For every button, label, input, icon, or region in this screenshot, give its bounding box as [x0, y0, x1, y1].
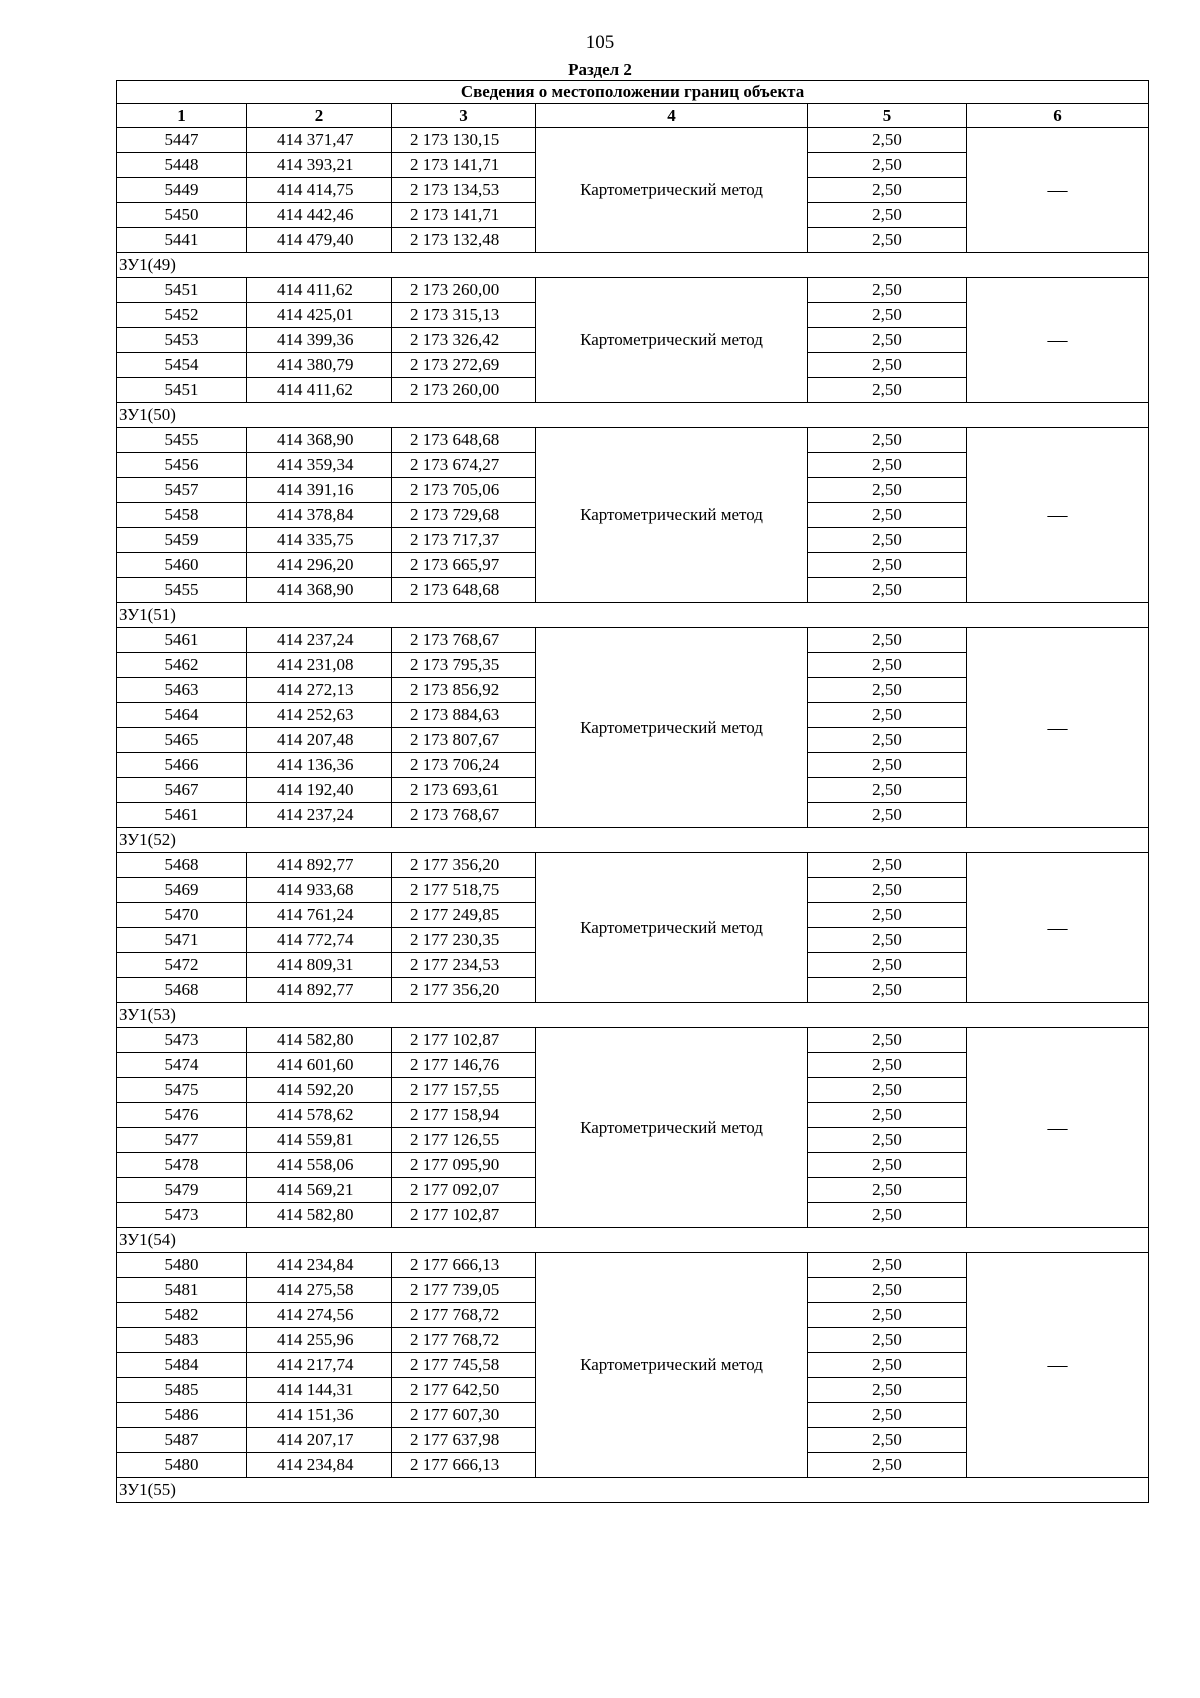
description-cell: — [967, 278, 1149, 403]
y-coordinate-cell: 2 177 768,72 [392, 1303, 536, 1328]
point-number-cell: 5483 [117, 1328, 247, 1353]
point-number-cell: 5458 [117, 503, 247, 528]
point-number-cell: 5478 [117, 1153, 247, 1178]
description-cell: — [967, 628, 1149, 828]
method-cell: Картометрический метод [536, 278, 808, 403]
x-coordinate-cell: 414 393,21 [247, 153, 392, 178]
x-coordinate-cell: 414 335,75 [247, 528, 392, 553]
x-coordinate-cell: 414 359,34 [247, 453, 392, 478]
table-row [117, 278, 1149, 303]
point-number-cell: 5476 [117, 1103, 247, 1128]
y-coordinate-cell: 2 177 095,90 [392, 1153, 536, 1178]
point-number-cell: 5468 [117, 978, 247, 1003]
x-coordinate-cell: 414 399,36 [247, 328, 392, 353]
point-number-cell: 5451 [117, 378, 247, 403]
point-number-cell: 5473 [117, 1203, 247, 1228]
object-label: ЗУ1(55) [117, 1478, 1149, 1503]
column-header: 5 [808, 104, 967, 128]
point-number-cell: 5455 [117, 428, 247, 453]
point-number-cell: 5480 [117, 1253, 247, 1278]
point-number-cell: 5453 [117, 328, 247, 353]
table-row [117, 428, 1149, 453]
point-number-cell: 5450 [117, 203, 247, 228]
description-cell: — [967, 428, 1149, 603]
accuracy-cell: 2,50 [808, 453, 967, 478]
accuracy-cell: 2,50 [808, 1128, 967, 1153]
x-coordinate-cell: 414 136,36 [247, 753, 392, 778]
accuracy-cell: 2,50 [808, 478, 967, 503]
x-coordinate-cell: 414 371,47 [247, 128, 392, 153]
point-number-cell: 5441 [117, 228, 247, 253]
description-cell: — [967, 1253, 1149, 1478]
y-coordinate-cell: 2 173 693,61 [392, 778, 536, 803]
x-coordinate-cell: 414 237,24 [247, 628, 392, 653]
page-number: 105 [585, 32, 615, 53]
accuracy-cell: 2,50 [808, 1253, 967, 1278]
x-coordinate-cell: 414 151,36 [247, 1403, 392, 1428]
point-number-cell: 5477 [117, 1128, 247, 1153]
x-coordinate-cell: 414 414,75 [247, 178, 392, 203]
point-number-cell: 5463 [117, 678, 247, 703]
y-coordinate-cell: 2 173 768,67 [392, 803, 536, 828]
description-cell: — [967, 128, 1149, 253]
point-number-cell: 5472 [117, 953, 247, 978]
object-label-row [117, 603, 1149, 628]
x-coordinate-cell: 414 231,08 [247, 653, 392, 678]
x-coordinate-cell: 414 892,77 [247, 978, 392, 1003]
accuracy-cell: 2,50 [808, 1453, 967, 1478]
table-row [117, 628, 1149, 653]
point-number-cell: 5484 [117, 1353, 247, 1378]
y-coordinate-cell: 2 177 666,13 [392, 1253, 536, 1278]
x-coordinate-cell: 414 391,16 [247, 478, 392, 503]
point-number-cell: 5457 [117, 478, 247, 503]
point-number-cell: 5479 [117, 1178, 247, 1203]
x-coordinate-cell: 414 237,24 [247, 803, 392, 828]
accuracy-cell: 2,50 [808, 328, 967, 353]
y-coordinate-cell: 2 177 102,87 [392, 1203, 536, 1228]
x-coordinate-cell: 414 272,13 [247, 678, 392, 703]
y-coordinate-cell: 2 173 326,42 [392, 328, 536, 353]
method-cell: Картометрический метод [536, 1253, 808, 1478]
point-number-cell: 5455 [117, 578, 247, 603]
point-number-cell: 5467 [117, 778, 247, 803]
method-cell: Картометрический метод [536, 428, 808, 603]
accuracy-cell: 2,50 [808, 1103, 967, 1128]
x-coordinate-cell: 414 275,58 [247, 1278, 392, 1303]
accuracy-cell: 2,50 [808, 753, 967, 778]
x-coordinate-cell: 414 809,31 [247, 953, 392, 978]
x-coordinate-cell: 414 380,79 [247, 353, 392, 378]
object-label-row [117, 828, 1149, 853]
point-number-cell: 5451 [117, 278, 247, 303]
point-number-cell: 5454 [117, 353, 247, 378]
y-coordinate-cell: 2 173 729,68 [392, 503, 536, 528]
accuracy-cell: 2,50 [808, 378, 967, 403]
point-number-cell: 5474 [117, 1053, 247, 1078]
x-coordinate-cell: 414 144,31 [247, 1378, 392, 1403]
x-coordinate-cell: 414 411,62 [247, 278, 392, 303]
x-coordinate-cell: 414 274,56 [247, 1303, 392, 1328]
object-label-row [117, 1478, 1149, 1503]
x-coordinate-cell: 414 207,48 [247, 728, 392, 753]
y-coordinate-cell: 2 177 642,50 [392, 1378, 536, 1403]
y-coordinate-cell: 2 177 739,05 [392, 1278, 536, 1303]
table-caption: Сведения о местоположении границ объекта [117, 81, 1149, 104]
object-label: ЗУ1(52) [117, 828, 1149, 853]
x-coordinate-cell: 414 569,21 [247, 1178, 392, 1203]
point-number-cell: 5462 [117, 653, 247, 678]
description-cell: — [967, 1028, 1149, 1228]
point-number-cell: 5475 [117, 1078, 247, 1103]
point-number-cell: 5473 [117, 1028, 247, 1053]
object-label-row [117, 403, 1149, 428]
accuracy-cell: 2,50 [808, 1178, 967, 1203]
accuracy-cell: 2,50 [808, 1153, 967, 1178]
table-caption-row [117, 81, 1149, 104]
method-cell: Картометрический метод [536, 628, 808, 828]
x-coordinate-cell: 414 558,06 [247, 1153, 392, 1178]
object-label: ЗУ1(54) [117, 1228, 1149, 1253]
accuracy-cell: 2,50 [808, 978, 967, 1003]
accuracy-cell: 2,50 [808, 428, 967, 453]
x-coordinate-cell: 414 252,63 [247, 703, 392, 728]
accuracy-cell: 2,50 [808, 628, 967, 653]
y-coordinate-cell: 2 177 518,75 [392, 878, 536, 903]
point-number-cell: 5461 [117, 803, 247, 828]
point-number-cell: 5485 [117, 1378, 247, 1403]
x-coordinate-cell: 414 368,90 [247, 578, 392, 603]
x-coordinate-cell: 414 217,74 [247, 1353, 392, 1378]
y-coordinate-cell: 2 173 665,97 [392, 553, 536, 578]
point-number-cell: 5466 [117, 753, 247, 778]
y-coordinate-cell: 2 173 807,67 [392, 728, 536, 753]
y-coordinate-cell: 2 177 092,07 [392, 1178, 536, 1203]
y-coordinate-cell: 2 173 856,92 [392, 678, 536, 703]
y-coordinate-cell: 2 173 705,06 [392, 478, 536, 503]
x-coordinate-cell: 414 601,60 [247, 1053, 392, 1078]
table-row [117, 128, 1149, 153]
y-coordinate-cell: 2 177 126,55 [392, 1128, 536, 1153]
point-number-cell: 5459 [117, 528, 247, 553]
accuracy-cell: 2,50 [808, 953, 967, 978]
accuracy-cell: 2,50 [808, 128, 967, 153]
method-cell: Картометрический метод [536, 853, 808, 1003]
x-coordinate-cell: 414 296,20 [247, 553, 392, 578]
method-cell: Картометрический метод [536, 1028, 808, 1228]
y-coordinate-cell: 2 173 134,53 [392, 178, 536, 203]
column-header-row [117, 104, 1149, 128]
object-label: ЗУ1(50) [117, 403, 1149, 428]
accuracy-cell: 2,50 [808, 578, 967, 603]
y-coordinate-cell: 2 173 795,35 [392, 653, 536, 678]
accuracy-cell: 2,50 [808, 353, 967, 378]
accuracy-cell: 2,50 [808, 1278, 967, 1303]
object-label-row [117, 253, 1149, 278]
table-row [117, 853, 1149, 878]
y-coordinate-cell: 2 177 146,76 [392, 1053, 536, 1078]
boundary-coordinates-table [116, 80, 1149, 1503]
y-coordinate-cell: 2 177 158,94 [392, 1103, 536, 1128]
point-number-cell: 5471 [117, 928, 247, 953]
accuracy-cell: 2,50 [808, 1428, 967, 1453]
point-number-cell: 5452 [117, 303, 247, 328]
column-header: 1 [117, 104, 247, 128]
y-coordinate-cell: 2 177 768,72 [392, 1328, 536, 1353]
y-coordinate-cell: 2 173 768,67 [392, 628, 536, 653]
x-coordinate-cell: 414 761,24 [247, 903, 392, 928]
y-coordinate-cell: 2 173 648,68 [392, 428, 536, 453]
object-label-row [117, 1228, 1149, 1253]
accuracy-cell: 2,50 [808, 653, 967, 678]
point-number-cell: 5481 [117, 1278, 247, 1303]
object-label: ЗУ1(49) [117, 253, 1149, 278]
point-number-cell: 5468 [117, 853, 247, 878]
x-coordinate-cell: 414 559,81 [247, 1128, 392, 1153]
x-coordinate-cell: 414 234,84 [247, 1453, 392, 1478]
y-coordinate-cell: 2 173 884,63 [392, 703, 536, 728]
object-label: ЗУ1(51) [117, 603, 1149, 628]
y-coordinate-cell: 2 173 141,71 [392, 153, 536, 178]
y-coordinate-cell: 2 177 356,20 [392, 853, 536, 878]
accuracy-cell: 2,50 [808, 778, 967, 803]
y-coordinate-cell: 2 177 157,55 [392, 1078, 536, 1103]
accuracy-cell: 2,50 [808, 278, 967, 303]
point-number-cell: 5480 [117, 1453, 247, 1478]
method-cell: Картометрический метод [536, 128, 808, 253]
accuracy-cell: 2,50 [808, 678, 967, 703]
point-number-cell: 5469 [117, 878, 247, 903]
accuracy-cell: 2,50 [808, 553, 967, 578]
point-number-cell: 5470 [117, 903, 247, 928]
y-coordinate-cell: 2 173 260,00 [392, 278, 536, 303]
point-number-cell: 5456 [117, 453, 247, 478]
x-coordinate-cell: 414 192,40 [247, 778, 392, 803]
y-coordinate-cell: 2 173 648,68 [392, 578, 536, 603]
y-coordinate-cell: 2 173 717,37 [392, 528, 536, 553]
point-number-cell: 5448 [117, 153, 247, 178]
y-coordinate-cell: 2 173 674,27 [392, 453, 536, 478]
accuracy-cell: 2,50 [808, 303, 967, 328]
y-coordinate-cell: 2 177 637,98 [392, 1428, 536, 1453]
point-number-cell: 5487 [117, 1428, 247, 1453]
accuracy-cell: 2,50 [808, 503, 967, 528]
accuracy-cell: 2,50 [808, 178, 967, 203]
column-header: 6 [967, 104, 1149, 128]
column-header: 3 [392, 104, 536, 128]
accuracy-cell: 2,50 [808, 203, 967, 228]
accuracy-cell: 2,50 [808, 1203, 967, 1228]
accuracy-cell: 2,50 [808, 1078, 967, 1103]
x-coordinate-cell: 414 892,77 [247, 853, 392, 878]
x-coordinate-cell: 414 933,68 [247, 878, 392, 903]
y-coordinate-cell: 2 173 315,13 [392, 303, 536, 328]
x-coordinate-cell: 414 582,80 [247, 1203, 392, 1228]
x-coordinate-cell: 414 425,01 [247, 303, 392, 328]
y-coordinate-cell: 2 177 666,13 [392, 1453, 536, 1478]
accuracy-cell: 2,50 [808, 703, 967, 728]
point-number-cell: 5461 [117, 628, 247, 653]
accuracy-cell: 2,50 [808, 1028, 967, 1053]
object-label: ЗУ1(53) [117, 1003, 1149, 1028]
accuracy-cell: 2,50 [808, 1403, 967, 1428]
y-coordinate-cell: 2 177 230,35 [392, 928, 536, 953]
accuracy-cell: 2,50 [808, 928, 967, 953]
column-header: 2 [247, 104, 392, 128]
point-number-cell: 5482 [117, 1303, 247, 1328]
y-coordinate-cell: 2 177 102,87 [392, 1028, 536, 1053]
accuracy-cell: 2,50 [808, 1328, 967, 1353]
accuracy-cell: 2,50 [808, 1053, 967, 1078]
x-coordinate-cell: 414 578,62 [247, 1103, 392, 1128]
accuracy-cell: 2,50 [808, 228, 967, 253]
x-coordinate-cell: 414 234,84 [247, 1253, 392, 1278]
point-number-cell: 5465 [117, 728, 247, 753]
y-coordinate-cell: 2 173 272,69 [392, 353, 536, 378]
y-coordinate-cell: 2 177 745,58 [392, 1353, 536, 1378]
x-coordinate-cell: 414 207,17 [247, 1428, 392, 1453]
column-header: 4 [536, 104, 808, 128]
x-coordinate-cell: 414 772,74 [247, 928, 392, 953]
accuracy-cell: 2,50 [808, 853, 967, 878]
y-coordinate-cell: 2 173 130,15 [392, 128, 536, 153]
point-number-cell: 5464 [117, 703, 247, 728]
x-coordinate-cell: 414 442,46 [247, 203, 392, 228]
point-number-cell: 5447 [117, 128, 247, 153]
table-row [117, 1253, 1149, 1278]
x-coordinate-cell: 414 378,84 [247, 503, 392, 528]
y-coordinate-cell: 2 173 132,48 [392, 228, 536, 253]
point-number-cell: 5460 [117, 553, 247, 578]
accuracy-cell: 2,50 [808, 1378, 967, 1403]
y-coordinate-cell: 2 177 234,53 [392, 953, 536, 978]
y-coordinate-cell: 2 177 249,85 [392, 903, 536, 928]
accuracy-cell: 2,50 [808, 528, 967, 553]
table-row [117, 1028, 1149, 1053]
y-coordinate-cell: 2 177 356,20 [392, 978, 536, 1003]
accuracy-cell: 2,50 [808, 903, 967, 928]
accuracy-cell: 2,50 [808, 1353, 967, 1378]
x-coordinate-cell: 414 368,90 [247, 428, 392, 453]
accuracy-cell: 2,50 [808, 1303, 967, 1328]
point-number-cell: 5449 [117, 178, 247, 203]
section-title: Раздел 2 [568, 60, 632, 79]
accuracy-cell: 2,50 [808, 803, 967, 828]
accuracy-cell: 2,50 [808, 153, 967, 178]
x-coordinate-cell: 414 411,62 [247, 378, 392, 403]
x-coordinate-cell: 414 479,40 [247, 228, 392, 253]
accuracy-cell: 2,50 [808, 878, 967, 903]
y-coordinate-cell: 2 173 141,71 [392, 203, 536, 228]
x-coordinate-cell: 414 255,96 [247, 1328, 392, 1353]
y-coordinate-cell: 2 173 706,24 [392, 753, 536, 778]
object-label-row [117, 1003, 1149, 1028]
point-number-cell: 5486 [117, 1403, 247, 1428]
accuracy-cell: 2,50 [808, 728, 967, 753]
y-coordinate-cell: 2 177 607,30 [392, 1403, 536, 1428]
y-coordinate-cell: 2 173 260,00 [392, 378, 536, 403]
description-cell: — [967, 853, 1149, 1003]
x-coordinate-cell: 414 582,80 [247, 1028, 392, 1053]
x-coordinate-cell: 414 592,20 [247, 1078, 392, 1103]
